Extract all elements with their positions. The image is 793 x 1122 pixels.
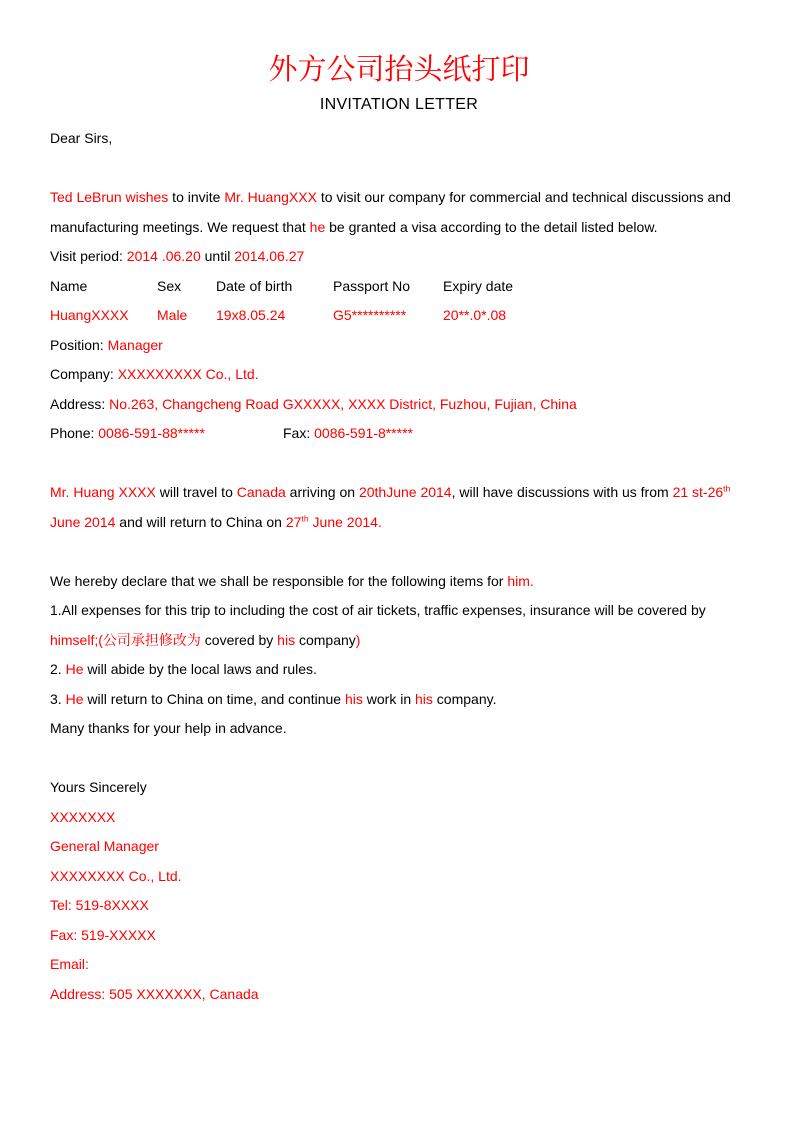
visit-period-line bbox=[50, 242, 750, 272]
text-run: will abide by the local laws and rules. bbox=[83, 661, 317, 677]
text-run: No.263, Changcheng Road GXXXXX, XXXX District, Fuzhou, Fujian, China bbox=[109, 395, 577, 412]
thanks-line bbox=[50, 714, 750, 744]
spacer bbox=[50, 154, 750, 184]
text-run: XXXXXXX bbox=[50, 808, 116, 825]
text-run: We hereby declare that we shall be responsible for the following items for bbox=[50, 572, 508, 589]
text-run: 0086-591-8***** bbox=[314, 425, 413, 441]
travel-paragraph bbox=[50, 478, 750, 537]
text-run: 2014.06.27 bbox=[234, 248, 305, 264]
text-run: company. bbox=[432, 690, 497, 707]
spacer bbox=[50, 449, 750, 479]
table-header-cell: Expiry date bbox=[443, 277, 514, 294]
text-run: work in bbox=[362, 690, 415, 707]
text-run: Manager bbox=[107, 336, 163, 353]
text-run: Address: bbox=[50, 395, 110, 412]
table-header-cell: Sex bbox=[157, 277, 182, 294]
text-run: Email: bbox=[50, 956, 89, 972]
spacer bbox=[50, 537, 750, 567]
traveler-table-row bbox=[50, 301, 750, 331]
text-run: company bbox=[295, 631, 356, 648]
text-run: Phone: bbox=[50, 425, 99, 441]
table-header-cell: Name bbox=[50, 277, 88, 294]
text-run: Yours Sincerely bbox=[50, 779, 147, 795]
signature-title bbox=[50, 832, 750, 862]
text-run: 0086-591-88***** bbox=[98, 425, 205, 441]
table-cell bbox=[50, 419, 205, 449]
text-run: Company: bbox=[50, 366, 118, 382]
text-run: Mr. Huang XXXX bbox=[50, 484, 156, 500]
text-run: 1.All expenses for this trip to including the cost of air tickets, traffic expenses, insurance will be covered by bbox=[50, 602, 706, 618]
text-run: to invite bbox=[168, 189, 225, 205]
text-run: He bbox=[65, 661, 84, 677]
declaration-paragraph bbox=[50, 567, 750, 597]
text-run: 2. bbox=[50, 661, 66, 677]
text-run: Ted LeBrun wishes bbox=[50, 189, 169, 205]
item-1 bbox=[50, 596, 750, 655]
phone-fax-line bbox=[50, 419, 750, 449]
table-cell: 20**.0*.08 bbox=[443, 307, 507, 323]
text-run: Fax: bbox=[283, 425, 315, 441]
text-run: covered by bbox=[200, 631, 278, 648]
text-run: and will return to China on bbox=[115, 513, 286, 530]
table-cell: G5********** bbox=[333, 307, 407, 323]
signature-tel bbox=[50, 891, 750, 921]
table-cell: Male bbox=[157, 307, 188, 323]
table-cell bbox=[283, 419, 413, 449]
table-header-cell: Date of birth bbox=[216, 277, 293, 294]
spacer bbox=[50, 744, 750, 774]
text-run: Visit period: bbox=[50, 248, 127, 264]
letter-body bbox=[50, 124, 750, 1009]
text-run: himself;(公司承担修改为 bbox=[50, 631, 201, 648]
document-title-chinese: 外方公司抬头纸打印 bbox=[268, 52, 530, 86]
item-3 bbox=[50, 685, 750, 715]
signature-name bbox=[50, 803, 750, 833]
text-run: arriving on bbox=[285, 484, 359, 500]
signature-company bbox=[50, 862, 750, 892]
text-run: 3. bbox=[50, 690, 66, 707]
text-run: Position: bbox=[50, 336, 108, 353]
text-run: Many thanks for your help in advance. bbox=[50, 720, 287, 736]
text-run: 27 bbox=[285, 513, 302, 530]
text-run: XXXXXXXX Co., Ltd. bbox=[50, 867, 182, 884]
signature-email bbox=[50, 950, 750, 980]
text-run: June 2014 bbox=[50, 513, 116, 530]
text-run: th bbox=[723, 483, 731, 494]
text-run: to visit our company for commercial and technical discussions and manufacturing meetings. We request that bbox=[50, 189, 731, 235]
intro-paragraph bbox=[50, 183, 750, 242]
text-run: , will have discussions with us from bbox=[451, 484, 673, 500]
text-run: General Manager bbox=[50, 838, 159, 854]
text-run: be granted a visa according to the detail listed below. bbox=[325, 218, 658, 235]
signature-fax bbox=[50, 921, 750, 951]
closing-line bbox=[50, 773, 750, 803]
table-cell: HuangXXXX bbox=[50, 307, 129, 323]
text-run: 20thJune 2014 bbox=[358, 484, 452, 500]
position-line bbox=[50, 331, 750, 361]
text-run: Tel: 519-8XXXX bbox=[50, 897, 149, 913]
table-cell: 19x8.05.24 bbox=[216, 307, 286, 323]
text-run: He bbox=[65, 690, 84, 707]
text-run: Dear Sirs, bbox=[50, 130, 113, 146]
address-line bbox=[50, 390, 750, 420]
table-header-cell: Passport No bbox=[333, 277, 411, 294]
text-run: his bbox=[344, 690, 363, 707]
text-run: until bbox=[200, 248, 235, 264]
text-run: 2014 .06.20 bbox=[126, 248, 201, 264]
text-run: him. bbox=[507, 572, 534, 589]
text-run: ) bbox=[355, 631, 361, 648]
text-run: his bbox=[415, 690, 433, 707]
text-run: th bbox=[301, 512, 309, 523]
traveler-table-header bbox=[50, 272, 750, 302]
item-2 bbox=[50, 655, 750, 685]
text-run: he bbox=[309, 218, 326, 235]
text-run: Canada bbox=[236, 484, 286, 500]
text-run: Address: 505 XXXXXXX, Canada bbox=[50, 985, 259, 1002]
text-run: will travel to bbox=[155, 484, 237, 500]
text-run: 21 st-26 bbox=[672, 484, 724, 500]
text-run: will return to China on time, and continue bbox=[83, 690, 345, 707]
text-run: his bbox=[277, 631, 296, 648]
company-line bbox=[50, 360, 750, 390]
text-run: June 2014. bbox=[308, 513, 382, 530]
text-run: XXXXXXXXX Co., Ltd. bbox=[117, 366, 259, 382]
salutation bbox=[50, 124, 750, 154]
signature-address bbox=[50, 980, 750, 1010]
text-run: Mr. HuangXXX bbox=[224, 189, 317, 205]
document-title-english: INVITATION LETTER bbox=[319, 96, 479, 113]
text-run: Fax: 519-XXXXX bbox=[50, 926, 156, 943]
